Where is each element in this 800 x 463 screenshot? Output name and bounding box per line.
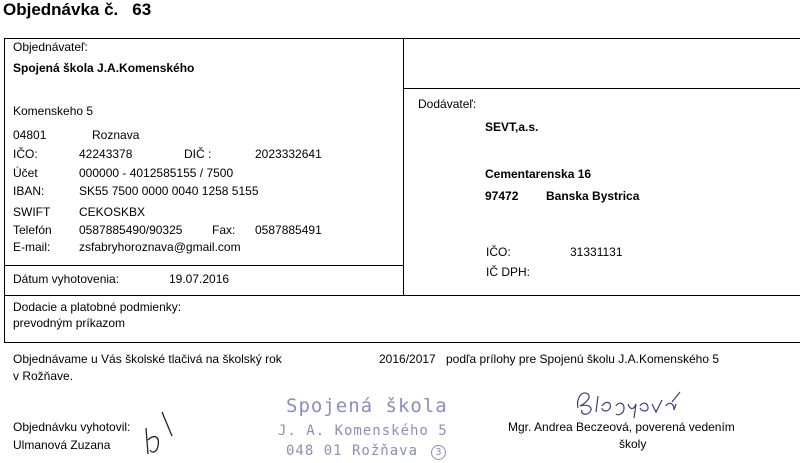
issuer-initials-signature [140,410,184,462]
school-stamp [272,393,464,463]
left-border-upper [4,38,5,296]
orderer-ico: 42243378 [79,147,133,161]
order-number: 63 [132,0,152,19]
terms-bottom-border [4,342,800,343]
date-top-border [4,265,403,266]
orderer-dic: 2023332641 [255,147,322,161]
orderer-dic-label: DIČ : [184,147,212,161]
middle-divider [403,38,404,296]
top-border [4,38,800,39]
signer-role: školy [619,437,647,451]
order-title: Objednávka č. [3,0,119,19]
order-year: 2016/2017 [379,352,436,366]
director-signature [572,384,692,420]
stamp-number [431,445,446,460]
page-title [3,0,151,20]
stamp-line3 [286,443,446,460]
orderer-email: zsfabryhoroznava@gmail.com [79,240,241,254]
signer-name: Mgr. Andrea Beczeová, poverená vedením [508,420,735,434]
issued-label: Objednávku vyhotovil: [13,420,131,434]
order-text-part2: podľa prílohy pre Spojenú školu J.A.Komenského 5 [446,352,719,366]
orderer-iban-label: IBAN: [13,184,45,198]
supplier-zip: 97472 [485,189,519,203]
terms-value: prevodným príkazom [13,316,126,330]
stamp-line3-text: 048 01 Rožňava [286,443,419,459]
orderer-city: Roznava [92,128,140,142]
orderer-fax-label: Fax: [212,223,236,237]
supplier-name: SEVT,a.s. [485,120,539,134]
orderer-fax: 0587885491 [255,223,322,237]
supplier-ico: 31331131 [570,245,623,259]
supplier-ico-label: IČO: [486,245,511,259]
orderer-label: Objednávateľ: [13,40,88,54]
orderer-account: 000000 - 4012585155 / 7500 [79,166,234,180]
orderer-swift: CEKOSKBX [79,205,146,219]
orderer-iban: SK55 7500 0000 0040 1258 5155 [79,184,259,198]
date-label: Dátum vyhotovenia: [13,272,120,286]
section-divider [4,295,800,296]
left-border-terms [4,295,5,343]
orderer-zip: 04801 [13,128,47,142]
orderer-ico-label: IČO: [13,147,38,161]
orderer-swift-label: SWIFT [13,205,51,219]
date-value: 19.07.2016 [169,272,230,286]
orderer-phone: 0587885490/90325 [79,223,183,237]
stamp-number-text: 3 [435,447,443,458]
orderer-street: Komenskeho 5 [13,104,94,118]
orderer-account-label: Účet [13,166,38,180]
order-text-line2: v Rožňave. [13,369,74,383]
orderer-name: Spojená škola J.A.Komenského [13,61,195,75]
orderer-phone-label: Telefón [13,223,52,237]
order-text-part1: Objednávame u Vás školské tlačivá na školský rok [13,352,282,366]
supplier-icdph-label: IČ DPH: [486,265,531,279]
order-text-line1 [13,352,282,366]
stamp-line2: J. A. Komenského 5 [278,423,448,439]
supplier-street: Cementarenska 16 [485,167,592,181]
supplier-label: Dodávateľ: [418,97,477,111]
orderer-email-label: E-mail: [13,240,51,254]
supplier-city: Banska Bystrica [546,189,640,203]
terms-label: Dodacie a platobné podmienky: [13,300,182,314]
supplier-top-border [403,88,800,89]
issued-by: Ulmanová Zuzana [13,438,111,452]
stamp-line1: Spojená škola [286,395,448,417]
